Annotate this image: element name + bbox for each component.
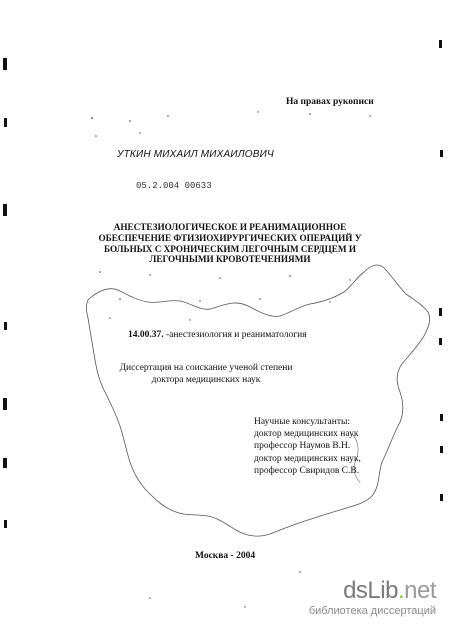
library-stamp: 05.2.004 00633: [136, 181, 212, 191]
right-edge-marks: [439, 40, 443, 501]
consultant-line: профессор Наумов В.Н.: [254, 441, 351, 452]
logo-dot: .: [397, 577, 405, 604]
scientific-consultants: [254, 416, 361, 477]
specialty-name: -анестезиология и реаниматология: [166, 330, 307, 340]
rights-notice: На правах рукописи: [286, 97, 374, 107]
degree-statement: [116, 362, 296, 386]
degree-line: доктора медицинских наук: [151, 375, 261, 385]
title-line: ЛЕГОЧНЫМИ КРОВОТЕЧЕНИЯМИ: [149, 254, 311, 265]
consultants-heading: Научные консультанты:: [254, 417, 351, 427]
title-line: АНЕСТЕЗИОЛОГИЧЕСКОЕ И РЕАНИМАЦИОННОЕ: [113, 222, 347, 232]
dissertation-title: [60, 222, 400, 265]
city-year: Москва - 2004: [195, 551, 256, 561]
watermark-subtitle: библиотека диссертаций: [308, 605, 436, 617]
dslib-watermark[interactable]: [309, 579, 436, 617]
map-contour: [87, 265, 430, 536]
title-line: БОЛЬНЫХ С ХРОНИЧЕСКИМ ЛЕГОЧНЫМ СЕРДЦЕМ И: [103, 243, 357, 254]
consultant-line: доктор медицинских наук,: [254, 453, 361, 464]
degree-line: Диссертация на соискание ученой степени: [119, 363, 293, 373]
scan-speckle: [91, 111, 371, 607]
dslib-logo: [309, 579, 436, 603]
logo-main: dsLib: [343, 577, 398, 604]
consultant-line: профессор Свиридов С.В.: [254, 465, 360, 476]
title-line: ОБЕСПЕЧЕНИЕ ФТИЗИОХИРУРГИЧЕСКИХ ОПЕРАЦИЙ У: [98, 232, 362, 243]
consultant-line: доктор медицинских наук: [254, 429, 359, 440]
logo-suffix: net: [404, 577, 436, 604]
specialty-code: 14.00.37.: [128, 330, 164, 340]
specialty: [128, 331, 307, 341]
author-name: УТКИН МИХАИЛ МИХАИЛОВИЧ: [117, 149, 274, 160]
left-edge-marks: [3, 58, 7, 528]
